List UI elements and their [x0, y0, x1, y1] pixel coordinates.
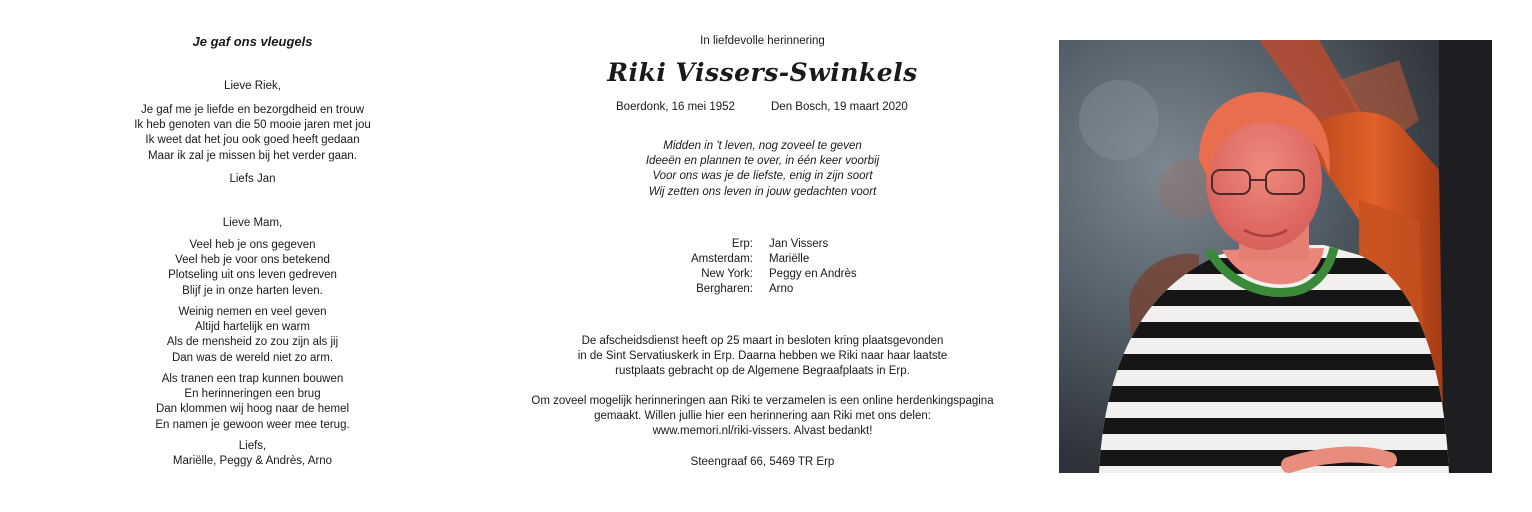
poem-line: Liefs, [238, 440, 267, 452]
poem-line: Mariëlle, Peggy & Andrès, Arno [172, 455, 333, 468]
birth-date: Boerdonk, 16 mei 1952 [616, 101, 735, 113]
poem-line: Altijd hartelijk en warm [194, 321, 311, 334]
poem-stanza-jan [0, 103, 505, 164]
poem-stanza-1 [0, 238, 505, 299]
greeting-riek [0, 79, 505, 94]
poem-line: Plotseling uit ons leven gedreven [168, 269, 337, 282]
poem-title: Je gaf ons vleugels [192, 34, 313, 49]
relative-row [505, 283, 1020, 298]
poem-line: Veel heb je voor ons betekend [175, 254, 330, 267]
poem-stanza-2 [0, 305, 505, 366]
relative-place: New York: [701, 268, 753, 280]
relative-name: Jan Vissers [769, 238, 829, 250]
poem-line: Dan was de wereld niet zo arm. [171, 351, 334, 364]
service-line: rustplaats gebracht op de Algemene Begraafplaats in Erp. [615, 365, 910, 378]
online-line: Om zoveel mogelijk herinneringen aan Riki te verzamelen is een online herdenkingspagina [531, 395, 994, 407]
verse-line: Wij zetten ons leven in jouw gedachten voort [648, 185, 877, 198]
intro-text: In liefdevolle herinnering [700, 35, 825, 47]
poem-line: Blijf je in onze harten leven. [182, 284, 323, 297]
poem-line: Je gaf me je liefde en bezorgdheid en trouw [140, 104, 365, 116]
death-date: Den Bosch, 19 maart 2020 [771, 101, 908, 113]
address: Steengraaf 66, 5469 TR Erp [690, 456, 835, 468]
signature-jan [0, 172, 505, 187]
verse-line: Ideeën en plannen te over, in één keer voorbij [645, 155, 880, 168]
signature-children [0, 439, 505, 469]
poem-line: Lieve Mam, [222, 217, 283, 229]
greeting-mam [0, 216, 505, 231]
relative-row [505, 253, 1020, 268]
poem-line: Als de mensheid zo zou zijn als jij [166, 336, 339, 349]
relative-name: Peggy en Andrès [769, 268, 857, 280]
poem-line: En herinneringen een brug [184, 388, 321, 401]
poem-line: Liefs Jan [229, 173, 276, 185]
service-line: in de Sint Servatiuskerk in Erp. Daarna hebben we Riki naar haar laatste [577, 350, 948, 363]
poem-line: Lieve Riek, [224, 80, 281, 92]
relative-name: Arno [769, 283, 794, 295]
middle-panel [505, 0, 1020, 512]
service-line: De afscheidsdienst heeft op 25 maart in besloten kring plaatsgevonden [581, 335, 944, 347]
online-line: gemaakt. Willen jullie hier een herinnering aan Riki met ons delen: [594, 410, 931, 423]
verse-line: Midden in 't leven, nog zoveel te geven [663, 140, 862, 152]
poem-line: Ik weet dat het jou ook goed heeft gedaan [145, 134, 360, 147]
relative-place: Erp: [731, 238, 753, 250]
relative-row [505, 238, 1020, 253]
relative-name: Mariëlle [769, 253, 810, 265]
poem-line: Veel heb je ons gegeven [189, 239, 316, 251]
relative-place: Amsterdam: [691, 253, 753, 265]
poem-line: Weinig nemen en veel geven [178, 306, 327, 318]
online-line: www.memori.nl/riki-vissers. Alvast bedankt! [652, 425, 873, 438]
poem-line: Dan klommen wij hoog naar de hemel [155, 403, 350, 416]
online-memorial-paragraph [505, 394, 1020, 440]
poem-line: Ik heb genoten van die 50 mooie jaren met jou [134, 119, 371, 132]
memorial-verse [505, 139, 1020, 200]
poem-line: Maar ik zal je missen bij het verder gaan. [147, 149, 357, 162]
portrait-photo [1059, 40, 1492, 473]
relative-place: Bergharen: [696, 283, 753, 295]
poem-line: En namen je gewoon weer mee terug. [155, 418, 350, 431]
left-panel [0, 0, 505, 512]
deceased-name: Riki Vissers-Swinkels [607, 58, 918, 87]
verse-line: Voor ons was je de liefste, enig in zijn soort [652, 170, 873, 183]
poem-line: Als tranen een trap kunnen bouwen [161, 373, 344, 385]
service-paragraph [505, 334, 1020, 380]
relative-row [505, 268, 1020, 283]
poem-stanza-3 [0, 372, 505, 433]
